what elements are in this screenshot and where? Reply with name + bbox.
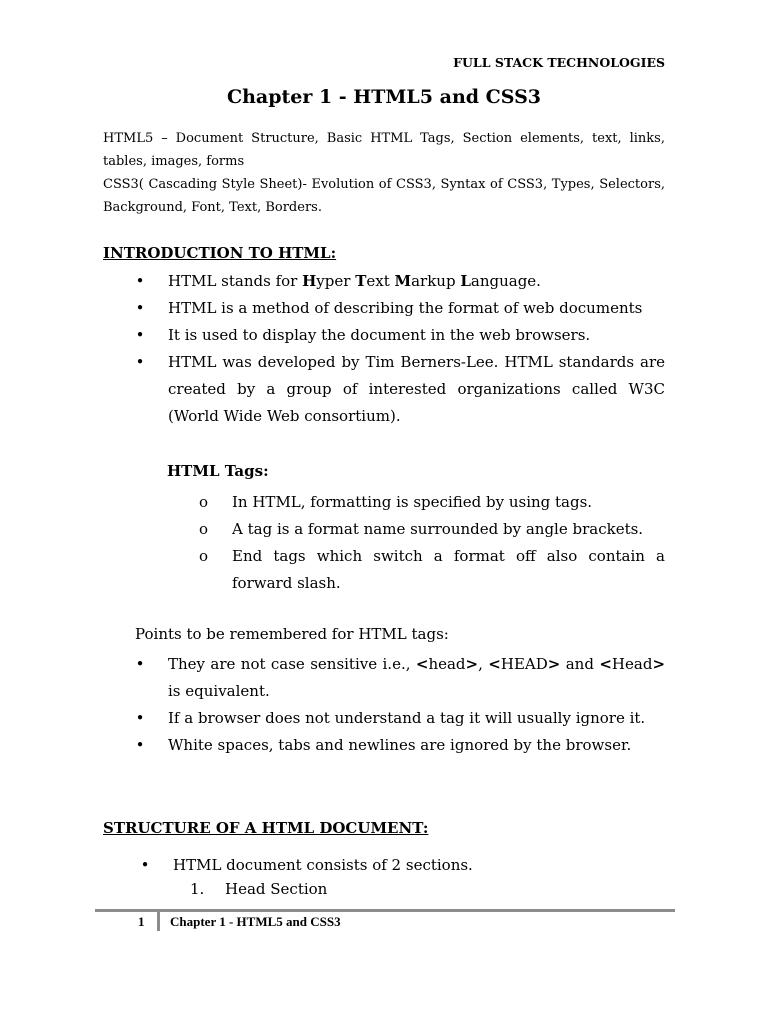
html-tags-list <box>199 489 665 597</box>
list-item <box>199 489 665 516</box>
list-item <box>135 651 665 705</box>
page-number: 1 <box>138 914 145 929</box>
bullet-icon: • <box>135 709 145 727</box>
bullet-icon: • <box>135 272 145 290</box>
bullet-text: HTML document consists of 2 sections. <box>173 856 473 874</box>
list-item <box>135 732 665 759</box>
footer-rule <box>95 909 675 912</box>
list-item-text: In HTML, formatting is specified by using tags. <box>232 493 593 511</box>
item-text: Head Section <box>225 880 328 898</box>
syllabus-html5: HTML5 – Document Structure, Basic HTML Tags, Section elements, text, links, tables, images, forms <box>103 131 665 169</box>
circle-bullet-icon: o <box>199 493 209 511</box>
bullet-icon: • <box>135 353 145 371</box>
list-item <box>199 543 665 597</box>
numbered-item-head-section <box>190 880 327 898</box>
list-item <box>140 852 665 879</box>
chapter-title: Chapter 1 - HTML5 and CSS3 <box>226 86 542 108</box>
section-heading-introduction: INTRODUCTION TO HTML: <box>103 244 337 262</box>
list-item-text: A tag is a format name surrounded by angle brackets. <box>232 520 644 538</box>
list-item <box>135 705 665 732</box>
bullet-icon: • <box>135 299 145 317</box>
circle-bullet-icon: o <box>199 520 209 538</box>
list-item <box>135 295 665 322</box>
bullet-icon: • <box>135 736 145 754</box>
bullet-text: White spaces, tabs and newlines are ignored by the browser. <box>168 736 632 754</box>
syllabus-block <box>103 127 665 219</box>
running-header: FULL STACK TECHNOLOGIES <box>453 55 665 70</box>
item-number: 1. <box>190 880 205 898</box>
bullet-text: They are not case sensitive i.e., <head>, <HEAD> and <Head> is equivalent. <box>168 655 666 700</box>
list-item <box>135 349 665 430</box>
circle-bullet-icon: o <box>199 547 209 565</box>
bullet-icon: • <box>135 326 145 344</box>
list-item <box>199 516 665 543</box>
html-tags-heading: HTML Tags: <box>167 462 269 480</box>
structure-bullet-list <box>140 852 665 879</box>
syllabus-css3: CSS3( Cascading Style Sheet)- Evolution of CSS3, Syntax of CSS3, Types, Selectors, Background, Font, Text, Borders. <box>103 177 665 215</box>
points-label: Points to be remembered for HTML tags: <box>135 625 449 643</box>
footer-chapter-label: Chapter 1 - HTML5 and CSS3 <box>170 914 341 929</box>
footer-divider <box>157 909 160 931</box>
bullet-text: HTML is a method of describing the format of web documents <box>168 299 643 317</box>
list-item <box>135 322 665 349</box>
points-bullet-list <box>135 651 665 759</box>
bullet-text: It is used to display the document in the web browsers. <box>168 326 591 344</box>
bullet-icon: • <box>140 856 150 874</box>
bullet-text: HTML stands for Hyper Text Markup Language. <box>168 272 541 290</box>
bullet-text: HTML was developed by Tim Berners-Lee. HTML standards are created by a group of interested organizations called W3C (World Wide Web consortium). <box>168 353 665 425</box>
bullet-icon: • <box>135 655 145 673</box>
list-item-text: End tags which switch a format off also contain a forward slash. <box>232 547 665 592</box>
list-item <box>135 268 665 295</box>
intro-bullet-list <box>135 268 665 430</box>
section-heading-structure: STRUCTURE OF A HTML DOCUMENT: <box>103 819 429 837</box>
bullet-text: If a browser does not understand a tag it will usually ignore it. <box>168 709 646 727</box>
